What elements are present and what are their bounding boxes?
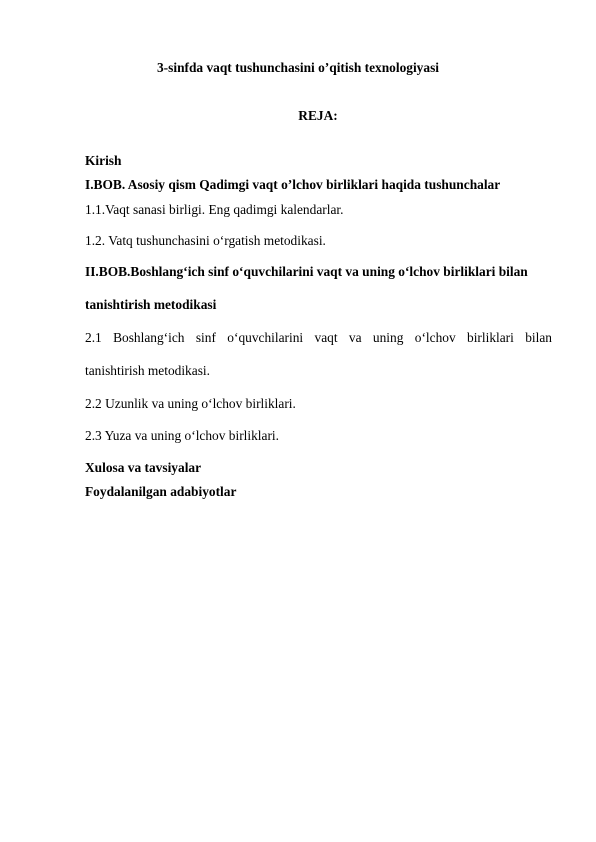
toc-chapter-2-line-1: II.BOB.Boshlang‘ich sinf o‘quvchilarini vaqt va uning o‘lchov birliklari bilan xyxy=(85,264,528,279)
document-title: 3-sinfda vaqt tushunchasini o’qitish texnologiyasi xyxy=(156,60,440,75)
toc-section-2-1-line-2: tanishtirish metodikasi. xyxy=(85,363,210,378)
toc-chapter-1: I.BOB. Asosiy qism Qadimgi vaqt o’lchov birliklari haqida tushunchalar xyxy=(85,177,501,192)
toc-section-2-2: 2.2 Uzunlik va uning o‘lchov birliklari. xyxy=(85,396,296,411)
toc-intro: Kirish xyxy=(85,153,122,168)
toc-conclusion: Xulosa va tavsiyalar xyxy=(85,460,202,475)
toc-section-2-3: 2.3 Yuza va uning o‘lchov birliklari. xyxy=(85,428,279,443)
toc-references: Foydalanilgan adabiyotlar xyxy=(85,484,237,499)
toc-section-1-2: 1.2. Vatq tushunchasini o‘rgatish metodikasi. xyxy=(85,233,326,248)
toc-section-1-1: 1.1.Vaqt sanasi birligi. Eng qadimgi kalendarlar. xyxy=(85,202,344,217)
toc-section-2-1-line-1: 2.1 Boshlang‘ich sinf o‘quvchilarini vaqt va uning o‘lchov birliklari bilan xyxy=(85,330,552,345)
plan-heading: REJA: xyxy=(298,108,338,123)
toc-chapter-2-line-2: tanishtirish metodikasi xyxy=(85,297,217,312)
